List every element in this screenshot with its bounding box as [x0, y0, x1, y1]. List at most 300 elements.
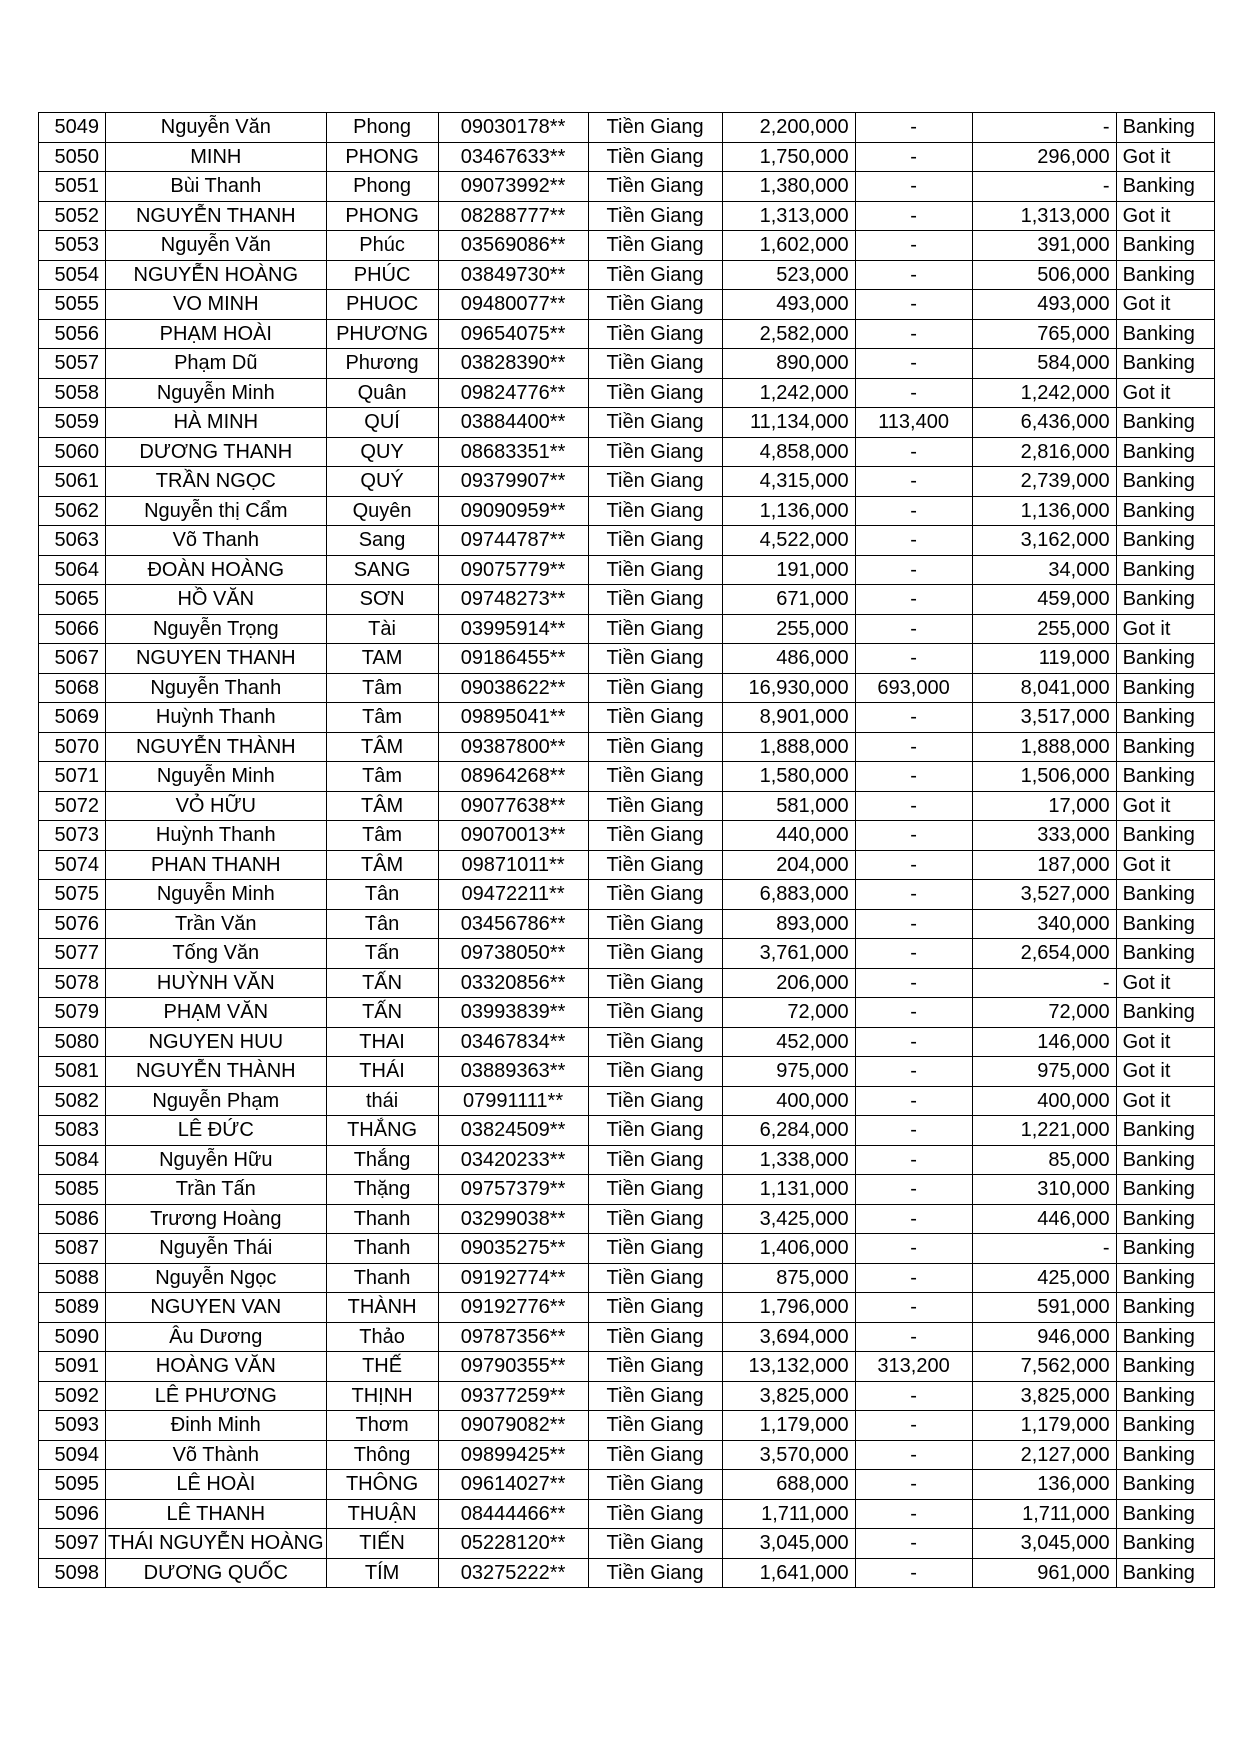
surname-cell: PHAN THANH	[106, 850, 327, 880]
given-name-cell: Tân	[326, 880, 438, 910]
phone-cell: 09790355**	[438, 1352, 588, 1382]
surname-cell: Nguyễn Minh	[106, 880, 327, 910]
payment-status-cell: Banking	[1116, 1470, 1214, 1500]
balance-cell: 400,000	[972, 1086, 1116, 1116]
row-number: 5087	[39, 1234, 106, 1264]
phone-cell: 03456786**	[438, 909, 588, 939]
surname-cell: Phạm Dũ	[106, 349, 327, 379]
deduction-cell: -	[855, 172, 972, 202]
amount-cell: 1,406,000	[722, 1234, 855, 1264]
table-row	[39, 1175, 1215, 1205]
province-cell: Tiền Giang	[588, 909, 722, 939]
given-name-cell: QUÝ	[326, 467, 438, 497]
given-name-cell: SANG	[326, 555, 438, 585]
province-cell: Tiền Giang	[588, 378, 722, 408]
province-cell: Tiền Giang	[588, 1322, 722, 1352]
amount-cell: 2,200,000	[722, 113, 855, 143]
amount-cell: 671,000	[722, 585, 855, 615]
surname-cell: PHẠM HOÀI	[106, 319, 327, 349]
given-name-cell: Phương	[326, 349, 438, 379]
balance-cell: 85,000	[972, 1145, 1116, 1175]
phone-cell: 03828390**	[438, 349, 588, 379]
amount-cell: 4,522,000	[722, 526, 855, 556]
surname-cell: Âu Dương	[106, 1322, 327, 1352]
given-name-cell: Tâm	[326, 703, 438, 733]
given-name-cell: Phúc	[326, 231, 438, 261]
deduction-cell: -	[855, 998, 972, 1028]
row-number: 5078	[39, 968, 106, 998]
given-name-cell: Tâm	[326, 821, 438, 851]
deduction-cell: -	[855, 1322, 972, 1352]
phone-cell: 09377259**	[438, 1381, 588, 1411]
balance-cell: 2,654,000	[972, 939, 1116, 969]
province-cell: Tiền Giang	[588, 290, 722, 320]
payment-status-cell: Banking	[1116, 673, 1214, 703]
balance-cell: 1,242,000	[972, 378, 1116, 408]
given-name-cell: Phong	[326, 172, 438, 202]
phone-cell: 09075779**	[438, 555, 588, 585]
payment-status-cell: Banking	[1116, 437, 1214, 467]
table-row	[39, 142, 1215, 172]
row-number: 5058	[39, 378, 106, 408]
amount-cell: 1,136,000	[722, 496, 855, 526]
surname-cell: Đinh Minh	[106, 1411, 327, 1441]
payment-status-cell: Got it	[1116, 201, 1214, 231]
phone-cell: 08288777**	[438, 201, 588, 231]
payment-status-cell: Banking	[1116, 1234, 1214, 1264]
phone-cell: 09895041**	[438, 703, 588, 733]
payment-status-cell: Banking	[1116, 408, 1214, 438]
balance-cell: 6,436,000	[972, 408, 1116, 438]
balance-cell: -	[972, 1234, 1116, 1264]
row-number: 5063	[39, 526, 106, 556]
amount-cell: 1,179,000	[722, 1411, 855, 1441]
payment-status-cell: Banking	[1116, 939, 1214, 969]
row-number: 5064	[39, 555, 106, 585]
surname-cell: LÊ ĐỨC	[106, 1116, 327, 1146]
deduction-cell: -	[855, 821, 972, 851]
surname-cell: ĐOÀN HOÀNG	[106, 555, 327, 585]
province-cell: Tiền Giang	[588, 1263, 722, 1293]
row-number: 5074	[39, 850, 106, 880]
phone-cell: 03824509**	[438, 1116, 588, 1146]
phone-cell: 09614027**	[438, 1470, 588, 1500]
province-cell: Tiền Giang	[588, 791, 722, 821]
given-name-cell: Thảo	[326, 1322, 438, 1352]
table-row	[39, 1057, 1215, 1087]
payment-status-cell: Banking	[1116, 1381, 1214, 1411]
surname-cell: Nguyễn Văn	[106, 113, 327, 143]
balance-cell: 3,527,000	[972, 880, 1116, 910]
payment-status-cell: Banking	[1116, 260, 1214, 290]
surname-cell: Tống Văn	[106, 939, 327, 969]
surname-cell: LÊ THANH	[106, 1499, 327, 1529]
amount-cell: 1,580,000	[722, 762, 855, 792]
surname-cell: Trần Văn	[106, 909, 327, 939]
surname-cell: MINH	[106, 142, 327, 172]
row-number: 5094	[39, 1440, 106, 1470]
surname-cell: HUỲNH VĂN	[106, 968, 327, 998]
surname-cell: VO MINH	[106, 290, 327, 320]
table-row	[39, 113, 1215, 143]
balance-cell: 72,000	[972, 998, 1116, 1028]
amount-cell: 890,000	[722, 349, 855, 379]
balance-cell: -	[972, 172, 1116, 202]
balance-cell: 1,313,000	[972, 201, 1116, 231]
balance-cell: 975,000	[972, 1057, 1116, 1087]
phone-cell: 09757379**	[438, 1175, 588, 1205]
balance-cell: 961,000	[972, 1558, 1116, 1588]
table-row	[39, 909, 1215, 939]
payment-status-cell: Banking	[1116, 113, 1214, 143]
table-row	[39, 467, 1215, 497]
surname-cell: Võ Thanh	[106, 526, 327, 556]
row-number: 5090	[39, 1322, 106, 1352]
payment-status-cell: Banking	[1116, 1263, 1214, 1293]
surname-cell: Huỳnh Thanh	[106, 703, 327, 733]
row-number: 5092	[39, 1381, 106, 1411]
amount-cell: 13,132,000	[722, 1352, 855, 1382]
table-row	[39, 703, 1215, 733]
balance-cell: 446,000	[972, 1204, 1116, 1234]
surname-cell: NGUYEN HUU	[106, 1027, 327, 1057]
phone-cell: 09871011**	[438, 850, 588, 880]
surname-cell: Nguyễn Văn	[106, 231, 327, 261]
deduction-cell: -	[855, 555, 972, 585]
payment-status-cell: Banking	[1116, 231, 1214, 261]
payment-status-cell: Got it	[1116, 1057, 1214, 1087]
given-name-cell: Phong	[326, 113, 438, 143]
deduction-cell: -	[855, 1263, 972, 1293]
phone-cell: 09744787**	[438, 526, 588, 556]
row-number: 5055	[39, 290, 106, 320]
amount-cell: 8,901,000	[722, 703, 855, 733]
amount-cell: 1,338,000	[722, 1145, 855, 1175]
payment-status-cell: Got it	[1116, 378, 1214, 408]
province-cell: Tiền Giang	[588, 1499, 722, 1529]
table-row	[39, 1116, 1215, 1146]
given-name-cell: TẤN	[326, 968, 438, 998]
province-cell: Tiền Giang	[588, 1411, 722, 1441]
amount-cell: 400,000	[722, 1086, 855, 1116]
row-number: 5052	[39, 201, 106, 231]
amount-cell: 893,000	[722, 909, 855, 939]
surname-cell: Nguyễn Hữu	[106, 1145, 327, 1175]
row-number: 5072	[39, 791, 106, 821]
amount-cell: 1,380,000	[722, 172, 855, 202]
given-name-cell: TÍM	[326, 1558, 438, 1588]
deduction-cell: -	[855, 968, 972, 998]
province-cell: Tiền Giang	[588, 1234, 722, 1264]
deduction-cell: -	[855, 1411, 972, 1441]
phone-cell: 03467834**	[438, 1027, 588, 1057]
balance-cell: 765,000	[972, 319, 1116, 349]
amount-cell: 1,750,000	[722, 142, 855, 172]
balance-cell: 2,127,000	[972, 1440, 1116, 1470]
balance-cell: 7,562,000	[972, 1352, 1116, 1382]
amount-cell: 255,000	[722, 614, 855, 644]
payment-status-cell: Banking	[1116, 1411, 1214, 1441]
phone-cell: 05228120**	[438, 1529, 588, 1559]
payment-status-cell: Banking	[1116, 1558, 1214, 1588]
deduction-cell: -	[855, 1381, 972, 1411]
row-number: 5067	[39, 644, 106, 674]
given-name-cell: Quyên	[326, 496, 438, 526]
given-name-cell: THẮNG	[326, 1116, 438, 1146]
balance-cell: 296,000	[972, 142, 1116, 172]
deduction-cell: -	[855, 231, 972, 261]
row-number: 5065	[39, 585, 106, 615]
row-number: 5095	[39, 1470, 106, 1500]
table-row	[39, 290, 1215, 320]
phone-cell: 09472211**	[438, 880, 588, 910]
table-row	[39, 201, 1215, 231]
deduction-cell: -	[855, 290, 972, 320]
amount-cell: 523,000	[722, 260, 855, 290]
surname-cell: Trần Tấn	[106, 1175, 327, 1205]
amount-cell: 3,045,000	[722, 1529, 855, 1559]
table-row	[39, 1352, 1215, 1382]
province-cell: Tiền Giang	[588, 231, 722, 261]
province-cell: Tiền Giang	[588, 1027, 722, 1057]
surname-cell: Nguyễn Phạm	[106, 1086, 327, 1116]
payment-status-cell: Got it	[1116, 290, 1214, 320]
phone-cell: 03569086**	[438, 231, 588, 261]
row-number: 5088	[39, 1263, 106, 1293]
given-name-cell: Quân	[326, 378, 438, 408]
surname-cell: Bùi Thanh	[106, 172, 327, 202]
balance-cell: 946,000	[972, 1322, 1116, 1352]
given-name-cell: PHƯƠNG	[326, 319, 438, 349]
phone-cell: 08683351**	[438, 437, 588, 467]
phone-cell: 09379907**	[438, 467, 588, 497]
given-name-cell: THÁI	[326, 1057, 438, 1087]
province-cell: Tiền Giang	[588, 673, 722, 703]
table-row	[39, 1499, 1215, 1529]
row-number: 5085	[39, 1175, 106, 1205]
row-number: 5056	[39, 319, 106, 349]
payment-status-cell: Banking	[1116, 1499, 1214, 1529]
row-number: 5059	[39, 408, 106, 438]
payment-status-cell: Banking	[1116, 585, 1214, 615]
amount-cell: 1,888,000	[722, 732, 855, 762]
payment-status-cell: Banking	[1116, 909, 1214, 939]
province-cell: Tiền Giang	[588, 437, 722, 467]
province-cell: Tiền Giang	[588, 526, 722, 556]
province-cell: Tiền Giang	[588, 732, 722, 762]
phone-cell: 03467633**	[438, 142, 588, 172]
table-row	[39, 791, 1215, 821]
province-cell: Tiền Giang	[588, 1116, 722, 1146]
province-cell: Tiền Giang	[588, 1145, 722, 1175]
deduction-cell: -	[855, 378, 972, 408]
given-name-cell: Tài	[326, 614, 438, 644]
deduction-cell: -	[855, 703, 972, 733]
table-row	[39, 1234, 1215, 1264]
balance-cell: 2,816,000	[972, 437, 1116, 467]
table-row	[39, 968, 1215, 998]
given-name-cell: THỊNH	[326, 1381, 438, 1411]
balance-cell: 391,000	[972, 231, 1116, 261]
balance-cell: 34,000	[972, 555, 1116, 585]
given-name-cell: SƠN	[326, 585, 438, 615]
payment-status-cell: Banking	[1116, 467, 1214, 497]
surname-cell: Nguyễn Minh	[106, 762, 327, 792]
row-number: 5079	[39, 998, 106, 1028]
row-number: 5096	[39, 1499, 106, 1529]
amount-cell: 1,242,000	[722, 378, 855, 408]
balance-cell: 425,000	[972, 1263, 1116, 1293]
amount-cell: 1,711,000	[722, 1499, 855, 1529]
payment-status-cell: Banking	[1116, 1529, 1214, 1559]
table-row	[39, 1263, 1215, 1293]
table-row	[39, 1204, 1215, 1234]
row-number: 5081	[39, 1057, 106, 1087]
deduction-cell: -	[855, 1499, 972, 1529]
phone-cell: 09192774**	[438, 1263, 588, 1293]
surname-cell: NGUYỄN HOÀNG	[106, 260, 327, 290]
phone-cell: 09899425**	[438, 1440, 588, 1470]
phone-cell: 03275222**	[438, 1558, 588, 1588]
table-row	[39, 1381, 1215, 1411]
province-cell: Tiền Giang	[588, 762, 722, 792]
amount-cell: 875,000	[722, 1263, 855, 1293]
payment-status-cell: Banking	[1116, 1145, 1214, 1175]
payment-status-cell: Banking	[1116, 880, 1214, 910]
table-row	[39, 1027, 1215, 1057]
phone-cell: 03993839**	[438, 998, 588, 1028]
province-cell: Tiền Giang	[588, 1293, 722, 1323]
province-cell: Tiền Giang	[588, 585, 722, 615]
phone-cell: 07991111**	[438, 1086, 588, 1116]
phone-cell: 09186455**	[438, 644, 588, 674]
table-row	[39, 172, 1215, 202]
table-row	[39, 1086, 1215, 1116]
province-cell: Tiền Giang	[588, 968, 722, 998]
phone-cell: 09079082**	[438, 1411, 588, 1441]
surname-cell: Nguyễn Trọng	[106, 614, 327, 644]
phone-cell: 03849730**	[438, 260, 588, 290]
table-row	[39, 644, 1215, 674]
surname-cell: LÊ PHƯƠNG	[106, 1381, 327, 1411]
amount-cell: 11,134,000	[722, 408, 855, 438]
amount-cell: 3,694,000	[722, 1322, 855, 1352]
surname-cell: Huỳnh Thanh	[106, 821, 327, 851]
province-cell: Tiền Giang	[588, 260, 722, 290]
surname-cell: Nguyễn Thanh	[106, 673, 327, 703]
payment-status-cell: Banking	[1116, 644, 1214, 674]
table-row	[39, 880, 1215, 910]
table-body	[39, 113, 1215, 1588]
given-name-cell: Thắng	[326, 1145, 438, 1175]
amount-cell: 4,315,000	[722, 467, 855, 497]
payment-status-cell: Banking	[1116, 1440, 1214, 1470]
given-name-cell: THẾ	[326, 1352, 438, 1382]
deduction-cell: -	[855, 113, 972, 143]
balance-cell: 8,041,000	[972, 673, 1116, 703]
balance-cell: 119,000	[972, 644, 1116, 674]
amount-cell: 3,570,000	[722, 1440, 855, 1470]
phone-cell: 09738050**	[438, 939, 588, 969]
amount-cell: 191,000	[722, 555, 855, 585]
balance-cell: 340,000	[972, 909, 1116, 939]
surname-cell: NGUYỄN THÀNH	[106, 1057, 327, 1087]
balance-cell: 1,888,000	[972, 732, 1116, 762]
table-row	[39, 732, 1215, 762]
table-row	[39, 1470, 1215, 1500]
deduction-cell: -	[855, 1529, 972, 1559]
balance-cell: 506,000	[972, 260, 1116, 290]
given-name-cell: TẤN	[326, 998, 438, 1028]
phone-cell: 03299038**	[438, 1204, 588, 1234]
phone-cell: 09480077**	[438, 290, 588, 320]
deduction-cell: -	[855, 1116, 972, 1146]
payment-status-cell: Got it	[1116, 791, 1214, 821]
given-name-cell: THUẬN	[326, 1499, 438, 1529]
row-number: 5084	[39, 1145, 106, 1175]
amount-cell: 493,000	[722, 290, 855, 320]
amount-cell: 6,883,000	[722, 880, 855, 910]
row-number: 5054	[39, 260, 106, 290]
deduction-cell: -	[855, 585, 972, 615]
balance-cell: 1,179,000	[972, 1411, 1116, 1441]
deduction-cell: -	[855, 732, 972, 762]
deduction-cell: -	[855, 1175, 972, 1205]
phone-cell: 03420233**	[438, 1145, 588, 1175]
given-name-cell: PHUOC	[326, 290, 438, 320]
given-name-cell: THÀNH	[326, 1293, 438, 1323]
balance-cell: 333,000	[972, 821, 1116, 851]
amount-cell: 206,000	[722, 968, 855, 998]
surname-cell: DƯƠNG THANH	[106, 437, 327, 467]
table-row	[39, 614, 1215, 644]
balance-cell: 1,711,000	[972, 1499, 1116, 1529]
deduction-cell: -	[855, 467, 972, 497]
balance-cell: 2,739,000	[972, 467, 1116, 497]
deduction-cell: -	[855, 201, 972, 231]
row-number: 5098	[39, 1558, 106, 1588]
amount-cell: 486,000	[722, 644, 855, 674]
given-name-cell: PHONG	[326, 201, 438, 231]
row-number: 5089	[39, 1293, 106, 1323]
province-cell: Tiền Giang	[588, 1204, 722, 1234]
province-cell: Tiền Giang	[588, 1470, 722, 1500]
payment-status-cell: Got it	[1116, 1086, 1214, 1116]
province-cell: Tiền Giang	[588, 172, 722, 202]
phone-cell: 09035275**	[438, 1234, 588, 1264]
province-cell: Tiền Giang	[588, 880, 722, 910]
given-name-cell: PHONG	[326, 142, 438, 172]
amount-cell: 1,641,000	[722, 1558, 855, 1588]
surname-cell: HOÀNG VĂN	[106, 1352, 327, 1382]
deduction-cell: -	[855, 1440, 972, 1470]
province-cell: Tiền Giang	[588, 142, 722, 172]
given-name-cell: Thông	[326, 1440, 438, 1470]
payment-status-cell: Banking	[1116, 1175, 1214, 1205]
payment-status-cell: Banking	[1116, 319, 1214, 349]
row-number: 5057	[39, 349, 106, 379]
table-row	[39, 762, 1215, 792]
balance-cell: 3,045,000	[972, 1529, 1116, 1559]
surname-cell: NGUYỄN THANH	[106, 201, 327, 231]
given-name-cell: Tâm	[326, 673, 438, 703]
payment-status-cell: Got it	[1116, 968, 1214, 998]
payment-status-cell: Got it	[1116, 614, 1214, 644]
given-name-cell: Thanh	[326, 1234, 438, 1264]
row-number: 5049	[39, 113, 106, 143]
balance-cell: 136,000	[972, 1470, 1116, 1500]
balance-cell: 146,000	[972, 1027, 1116, 1057]
